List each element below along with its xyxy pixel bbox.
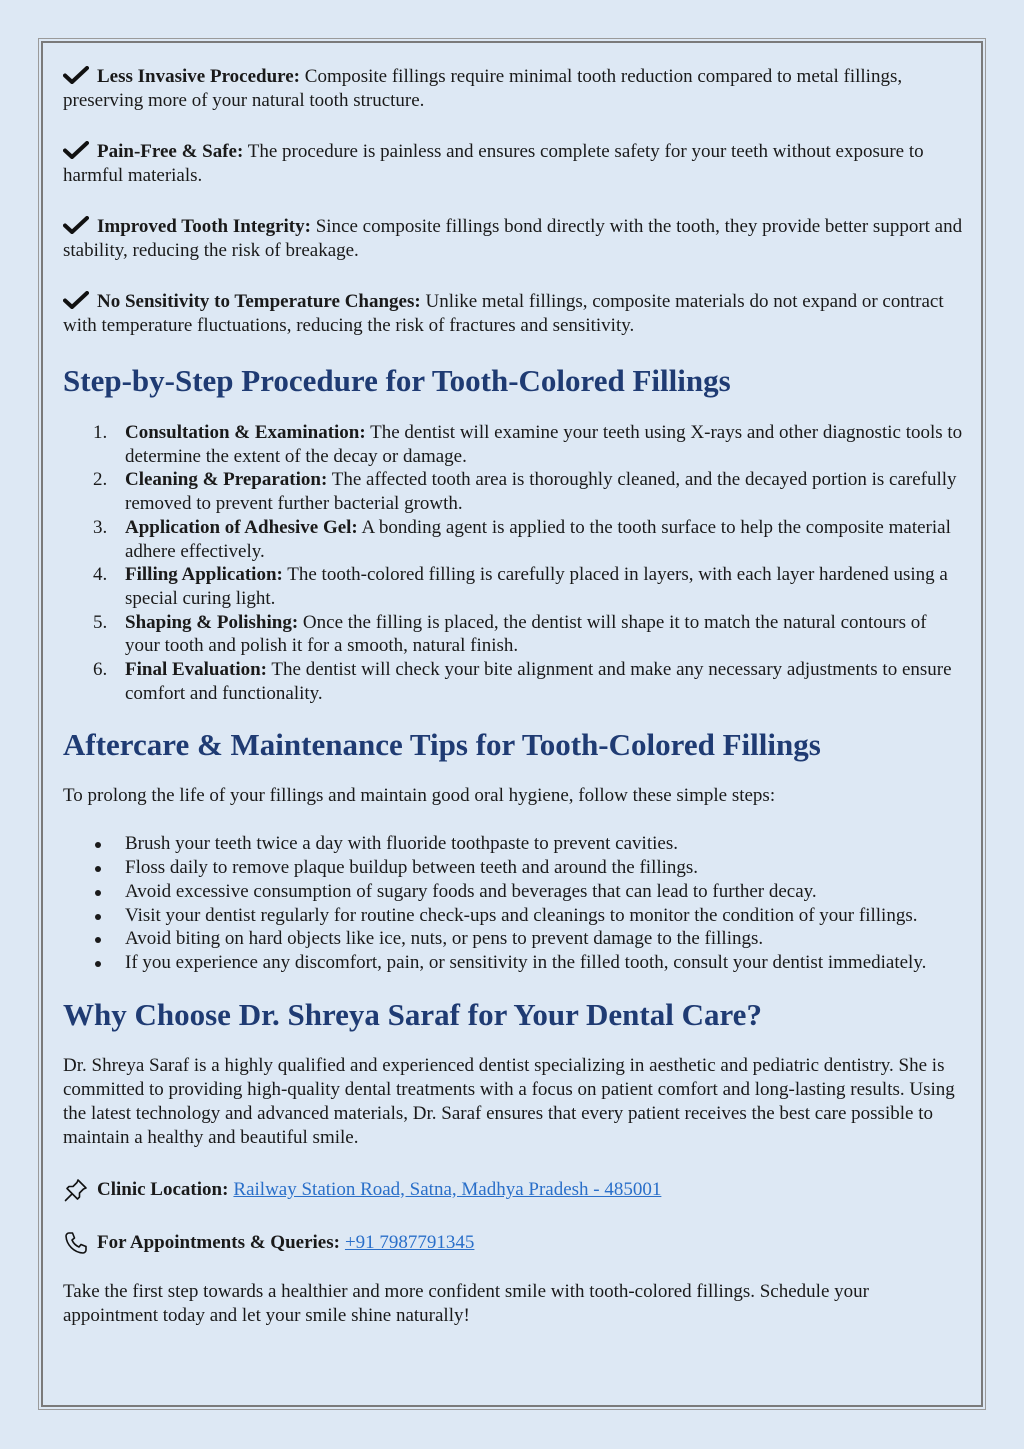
step-item bbox=[63, 658, 963, 705]
step-title: Filling Application: bbox=[125, 564, 283, 586]
step-number: 1. bbox=[93, 422, 108, 443]
steps-heading: Step-by-Step Procedure for Tooth-Colored Fillings bbox=[63, 363, 731, 398]
phone-icon bbox=[63, 1230, 89, 1256]
step-number: 6. bbox=[93, 659, 108, 681]
benefit-item bbox=[63, 65, 963, 113]
phone-label: For Appointments & Queries: bbox=[97, 1231, 340, 1253]
tip-item bbox=[63, 880, 963, 904]
step-item bbox=[63, 421, 963, 468]
tip-text: Avoid biting on hard objects like ice, nuts, or pens to prevent damage to the fillings. bbox=[125, 928, 764, 950]
tip-text: Visit your dentist regularly for routine check-ups and cleanings to monitor the condition of your fillings. bbox=[125, 904, 918, 926]
aftercare-heading: Aftercare & Maintenance Tips for Tooth-Colored Fillings bbox=[63, 727, 821, 763]
step-text: The affected tooth area is thoroughly cleaned, and the decayed portion is carefully removed to prevent further bacterial growth. bbox=[125, 469, 957, 515]
benefit-item bbox=[63, 215, 963, 263]
benefit-title: Less Invasive Procedure: bbox=[97, 66, 301, 87]
step-number: 2. bbox=[93, 469, 108, 491]
benefit-text: Unlike metal fillings, composite materials do not expand or contract with temperature fluctuations, reducing the risk of fractures and sensitivity. bbox=[63, 291, 944, 336]
bullet-icon bbox=[95, 961, 101, 967]
benefit-text: Composite fillings require minimal tooth reduction compared to metal fillings, preserving more of your natural tooth structure. bbox=[63, 66, 903, 111]
pushpin-icon bbox=[63, 1177, 89, 1203]
step-text: A bonding agent is applied to the tooth surface to help the composite material adhere effectively. bbox=[125, 516, 951, 562]
closing-paragraph: Take the first step towards a healthier and more confident smile with tooth-colored fillings. Schedule your appointment today and let your smile shine naturally! bbox=[63, 1280, 869, 1326]
step-title: Final Evaluation: bbox=[125, 659, 267, 681]
tip-item bbox=[63, 904, 963, 928]
bullet-icon bbox=[95, 914, 101, 920]
tip-text: Floss daily to remove plaque buildup between teeth and around the fillings. bbox=[125, 857, 699, 879]
benefit-item bbox=[63, 290, 963, 338]
tip-item bbox=[63, 856, 963, 880]
clinic-location bbox=[63, 1177, 963, 1203]
step-number: 5. bbox=[93, 611, 108, 633]
location-link[interactable]: Railway Station Road, Satna, Madhya Pradesh - 485001 bbox=[233, 1178, 662, 1200]
tip-item bbox=[63, 951, 963, 975]
check-icon bbox=[63, 216, 89, 234]
benefit-title: Improved Tooth Integrity: bbox=[97, 216, 311, 237]
bullet-icon bbox=[95, 866, 101, 872]
step-item bbox=[63, 468, 963, 515]
step-item bbox=[63, 611, 963, 658]
bullet-icon bbox=[95, 890, 101, 896]
step-text: The dentist will check your bite alignment and make any necessary adjustments to ensure comfort and functionality. bbox=[125, 659, 952, 704]
step-item bbox=[63, 563, 963, 610]
tip-text: Brush your teeth twice a day with fluoride toothpaste to prevent cavities. bbox=[125, 833, 678, 855]
aftercare-list bbox=[63, 832, 963, 974]
tip-text: Avoid excessive consumption of sugary foods and beverages that can lead to further decay. bbox=[125, 880, 817, 902]
phone-link[interactable]: +91 7987791345 bbox=[344, 1231, 475, 1253]
benefit-text: Since composite fillings bond directly with the tooth, they provide better support and stability, reducing the risk of breakage. bbox=[63, 216, 963, 261]
step-item bbox=[63, 516, 963, 563]
bullet-icon bbox=[95, 842, 101, 848]
benefit-title: Pain-Free & Safe: bbox=[97, 141, 244, 162]
steps-list bbox=[63, 421, 963, 705]
step-text: The tooth-colored filling is carefully placed in layers, with each layer hardened using a special curing light. bbox=[125, 564, 948, 609]
benefit-title: No Sensitivity to Temperature Changes: bbox=[97, 291, 421, 312]
step-text: The dentist will examine your teeth using X-rays and other diagnostic tools to determine the extent of the decay or damage. bbox=[125, 422, 963, 467]
benefit-item bbox=[63, 140, 963, 188]
document-content bbox=[63, 65, 963, 1328]
step-title: Consultation & Examination: bbox=[125, 422, 366, 443]
aftercare-intro: To prolong the life of your fillings and maintain good oral hygiene, follow these simple steps: bbox=[63, 785, 776, 807]
step-number: 3. bbox=[93, 516, 108, 538]
why-heading: Why Choose Dr. Shreya Saraf for Your Dental Care? bbox=[63, 996, 762, 1032]
bullet-icon bbox=[95, 937, 101, 943]
tip-item bbox=[63, 927, 963, 951]
step-title: Application of Adhesive Gel: bbox=[125, 516, 358, 538]
benefit-text: The procedure is painless and ensures complete safety for your teeth without exposure to harmful materials. bbox=[63, 141, 924, 186]
check-icon bbox=[63, 66, 89, 84]
page-frame bbox=[41, 41, 983, 1407]
step-title: Cleaning & Preparation: bbox=[125, 469, 328, 491]
check-icon bbox=[63, 291, 89, 309]
tip-item bbox=[63, 832, 963, 856]
location-label: Clinic Location: bbox=[97, 1178, 229, 1200]
step-text: Once the filling is placed, the dentist will shape it to match the natural contours of your tooth and polish it for a smooth, natural finish. bbox=[125, 611, 927, 657]
check-icon bbox=[63, 141, 89, 159]
tip-text: If you experience any discomfort, pain, or sensitivity in the filled tooth, consult your dentist immediately. bbox=[125, 951, 927, 973]
step-title: Shaping & Polishing: bbox=[125, 611, 299, 633]
appointment-phone bbox=[63, 1230, 963, 1256]
step-number: 4. bbox=[93, 564, 108, 586]
about-paragraph: Dr. Shreya Saraf is a highly qualified and experienced dentist specializing in aesthetic and pediatric dentistry. She is committed to providing high-quality dental treatments with a focus on patient comfort and long-lasting results. Using the latest technology and advanced materials, Dr. Saraf ensures that every patient receives the best care possible to maintain a healthy and beautiful smile. bbox=[63, 1054, 955, 1148]
